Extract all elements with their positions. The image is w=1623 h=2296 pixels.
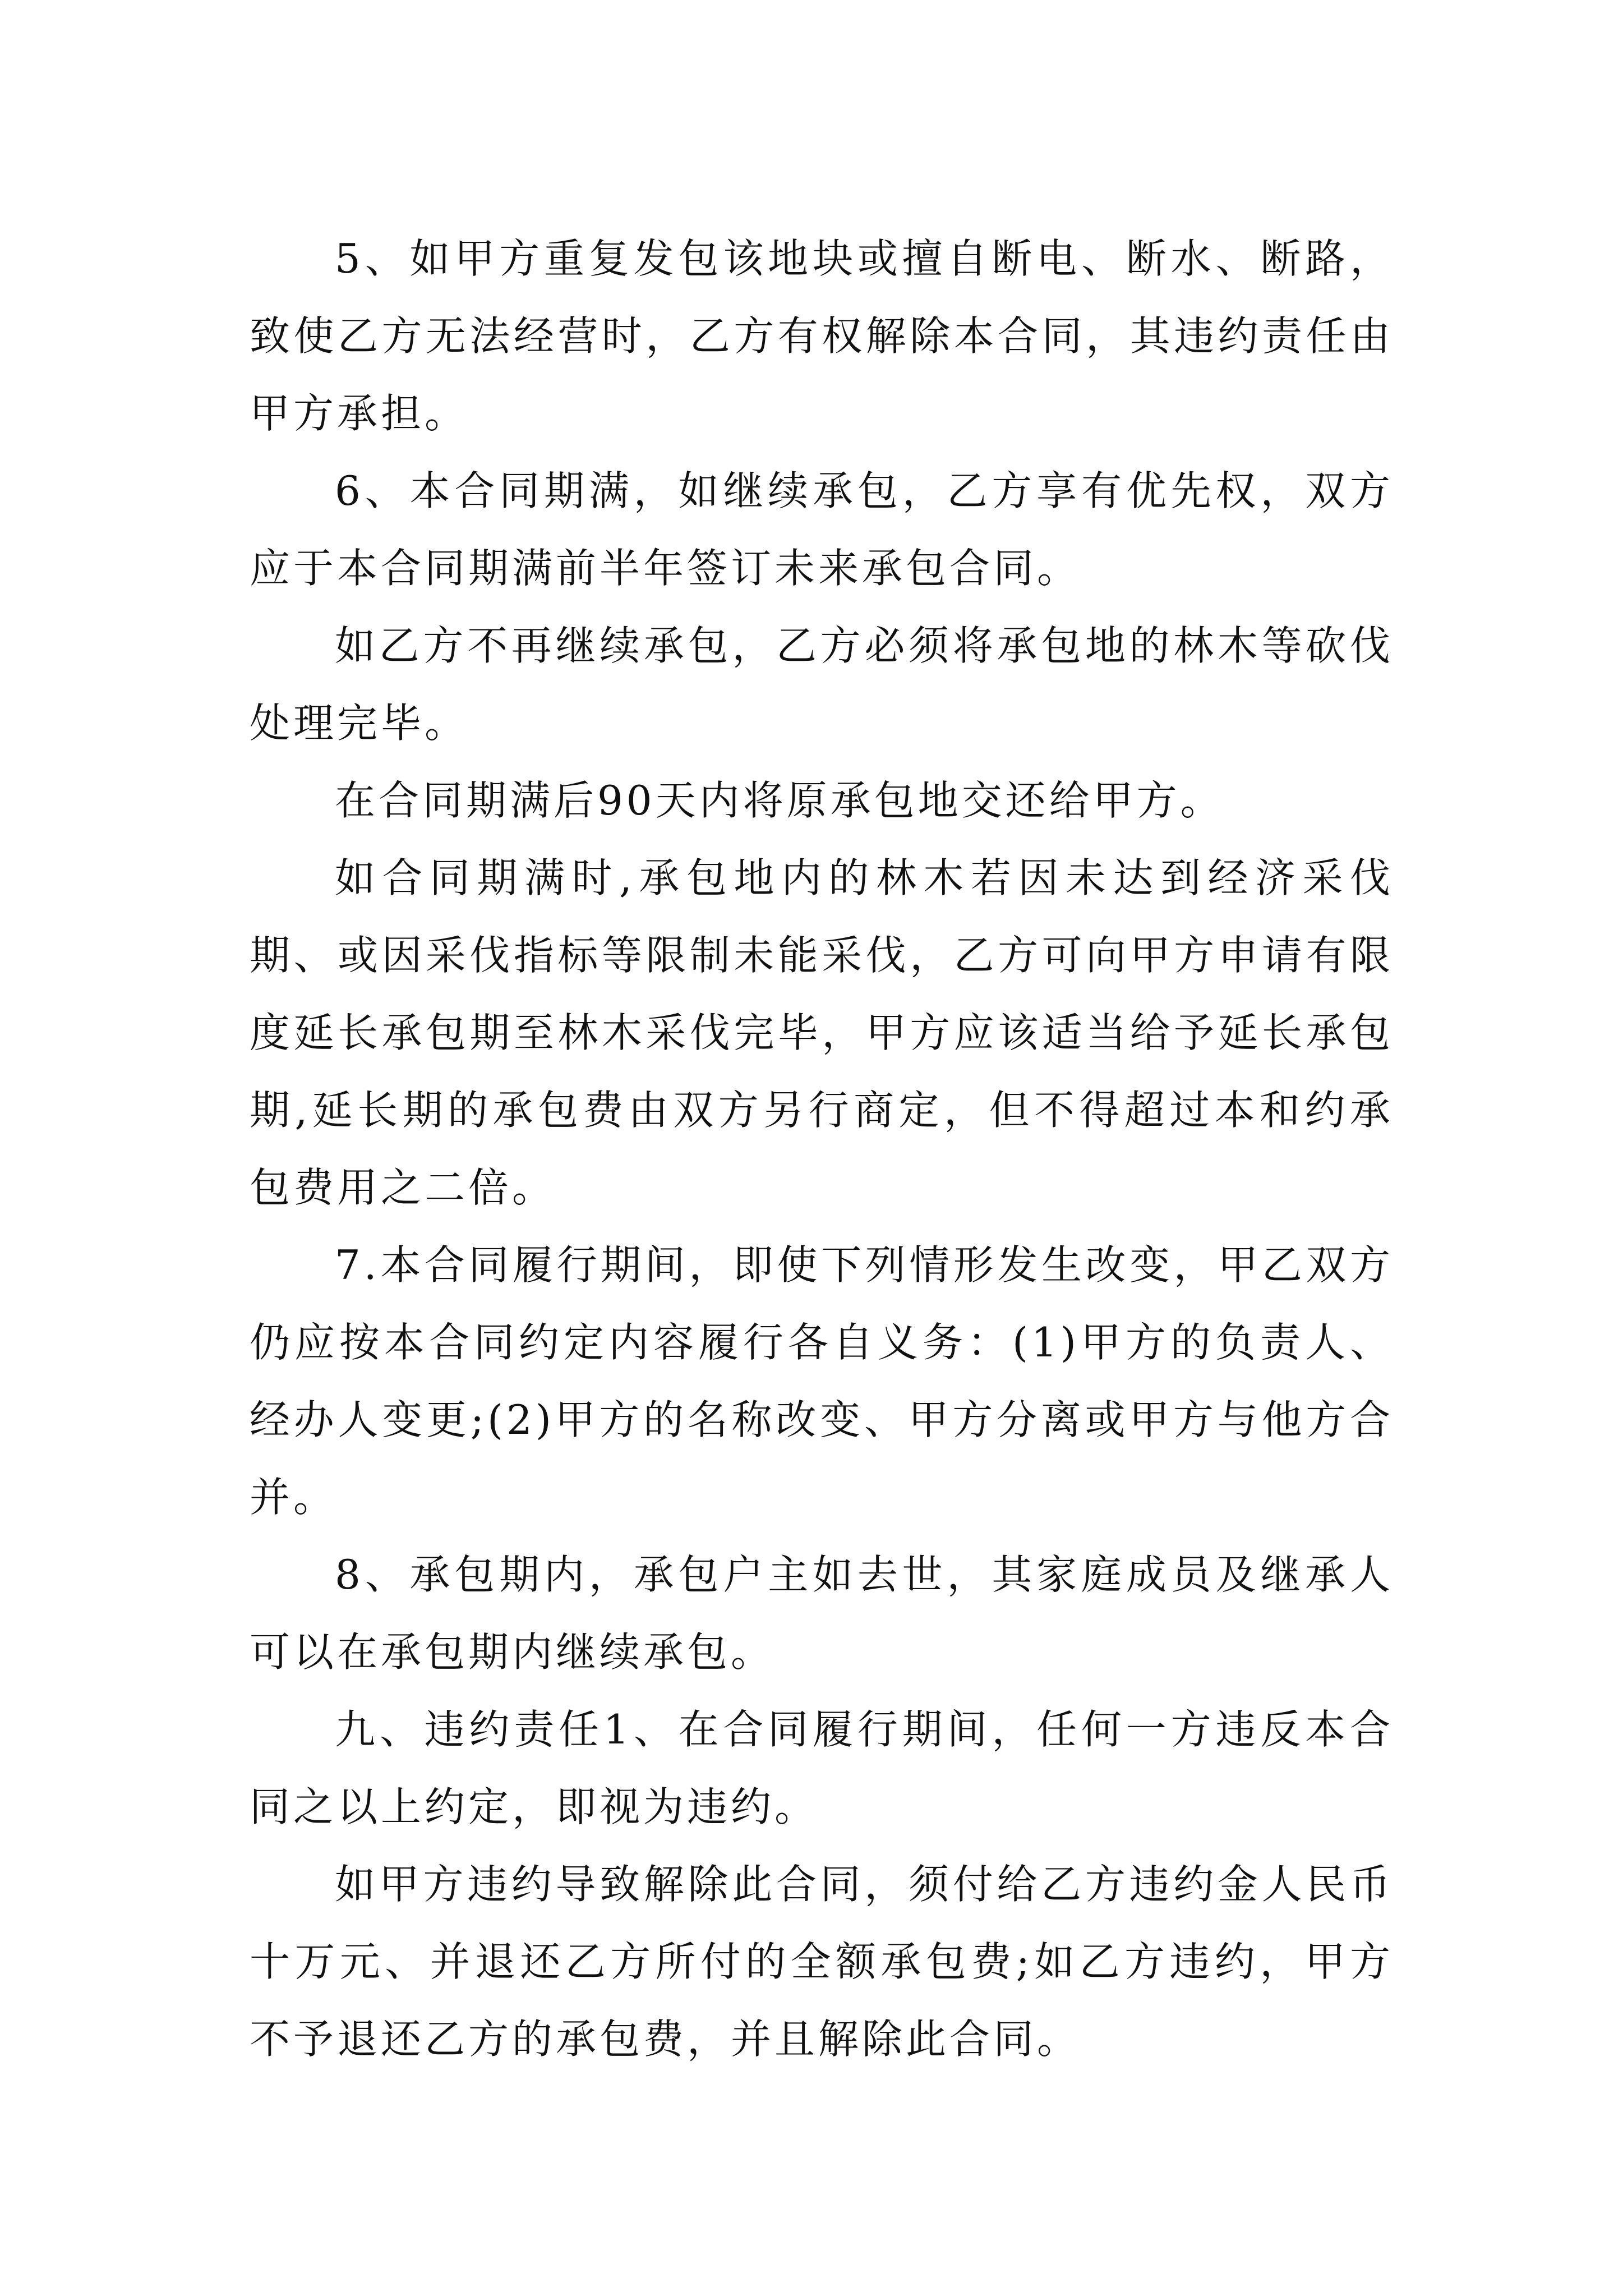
paragraph-breach-liability: 九、违约责任1、在合同履行期间，任何一方违反本合同之以上约定，即视为违约。 — [250, 1706, 1394, 1830]
paragraph-return-land: 在合同期满后90天内将原承包地交还给甲方。 — [335, 777, 1224, 824]
paragraph-extension: 如合同期满时,承包地内的林木若因未达到经济采伐期、或因采伐指标等限制未能采伐，乙方可向甲方申请有限度延长承包期至林木采伐完毕，甲方应该适当给予延长承包期,延长期的承包费由双方另行商定，但不得超过本和约承包费用之二倍。 — [250, 854, 1394, 1211]
paragraph-clause-5: 5、如甲方重复发包该地块或擅自断电、断水、断路，致使乙方无法经营时，乙方有权解除本合同，其违约责任由甲方承担。 — [250, 235, 1394, 437]
document-body — [250, 220, 1394, 2078]
paragraph-breach-penalty: 如甲方违约导致解除此合同，须付给乙方违约金人民币十万元、并退还乙方所付的全额承包费;如乙方违约，甲方不予退还乙方的承包费，并且解除此合同。 — [250, 1861, 1394, 2063]
paragraph-clause-8: 8、承包期内，承包户主如去世，其家庭成员及继承人可以在承包期内继续承包。 — [250, 1551, 1394, 1676]
paragraph-clause-7: 7.本合同履行期间，即使下列情形发生改变，甲乙双方仍应按本合同约定内容履行各自义务：(1)甲方的负责人、经办人变更;(2)甲方的名称改变、甲方分离或甲方与他方合并。 — [250, 1241, 1394, 1521]
paragraph-no-renewal: 如乙方不再继续承包，乙方必须将承包地的林木等砍伐处理完毕。 — [250, 622, 1394, 747]
paragraph-clause-6: 6、本合同期满，如继续承包，乙方享有优先权，双方应于本合同期满前半年签订未来承包合同。 — [250, 467, 1394, 592]
